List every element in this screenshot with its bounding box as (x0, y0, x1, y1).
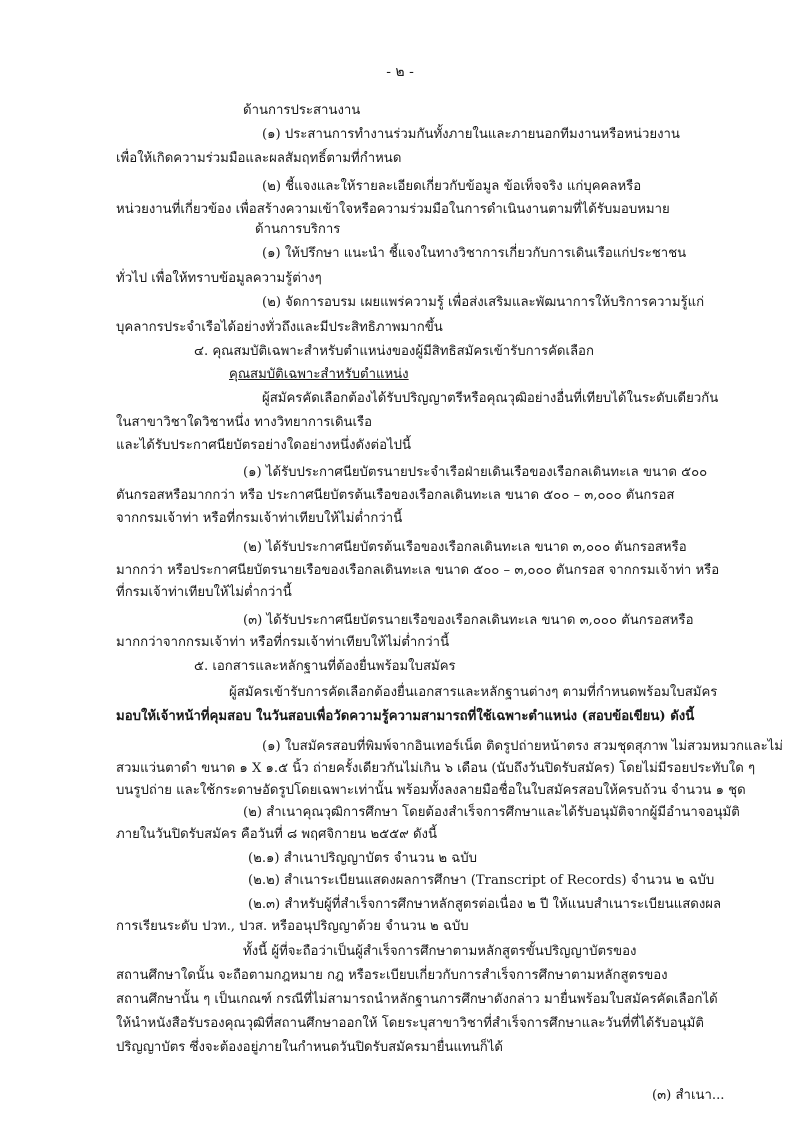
text-line: ทั่วไป เพื่อให้ทราบข้อมูลความรู้ต่างๆ (116, 271, 322, 286)
text-line: บนรูปถ่าย และใช้กระดาษอัดรูปโดยเฉพาะเท่านั้น พร้อมทั้งลงลายมือชื่อในใบสมัครสอบให้ครบถ้วน จำนวน ๑ ชุด (116, 783, 746, 798)
text-line: ที่กรมเจ้าท่าเทียบให้ไม่ต่ำกว่านี้ (116, 585, 292, 600)
continuation-marker: (๓) สำเนา... (652, 1088, 725, 1103)
text-line: บุคลากรประจำเรือได้อย่างทั่วถึงและมีประสิทธิภาพมากขึ้น (116, 320, 443, 335)
text-line: มากกว่า หรือประกาศนียบัตรนายเรือของเรือกลเดินทะเล ขนาด ๕๐๐ – ๓,๐๐๐ ตันกรอส จากกรมเจ้าท่า หรือ (116, 563, 720, 578)
text-line: ผู้สมัครเข้ารับการคัดเลือกต้องยื่นเอกสารและหลักฐานต่างๆ ตามที่กำหนดพร้อมใบสมัคร (229, 685, 718, 700)
text-line: (๒) ชี้แจงและให้รายละเอียดเกี่ยวกับข้อมูล ข้อเท็จจริง แก่บุคคลหรือ (262, 179, 642, 194)
text-line: ปริญญาบัตร ซึ่งจะต้องอยู่ภายในกำหนดวันปิดรับสมัครมายื่นแทนก็ได้ (116, 1040, 503, 1055)
text-line: (๒.๒) สำเนาระเบียนแสดงผลการศึกษา (Transcript of Records) จำนวน ๒ ฉบับ (248, 873, 715, 888)
section-heading-service: ด้านการบริการ (255, 222, 341, 237)
text-line: สถานศึกษานั้น ๆ เป็นเกณฑ์ กรณีที่ไม่สามารถนำหลักฐานการศึกษาดังกล่าว มายื่นพร้อมใบสมัครคัดเลือกได้ (116, 992, 718, 1007)
subheading-qualifications: คุณสมบัติเฉพาะสำหรับตำแหน่ง (229, 367, 409, 382)
section-heading-coordination: ด้านการประสานงาน (243, 103, 361, 118)
text-line: มอบให้เจ้าหน้าที่คุมสอบ ในวันสอบเพื่อวัดความรู้ความสามารถที่ใช้เฉพาะตำแหน่ง (สอบข้อเขียน) ดังนี้ (116, 709, 695, 724)
text-line: เพื่อให้เกิดความร่วมมือและผลสัมฤทธิ์ตามที่กำหนด (116, 151, 402, 166)
text-line: หน่วยงานที่เกี่ยวข้อง เพื่อสร้างความเข้าใจหรือความร่วมมือในการดำเนินงานตามที่ได้รับมอบหมาย (116, 202, 670, 217)
text-line: (๑) ได้รับประกาศนียบัตรนายประจำเรือฝ่ายเดินเรือของเรือกลเดินทะเล ขนาด ๕๐๐ (243, 465, 708, 480)
text-line: (๒.๓) สำหรับผู้ที่สำเร็จการศึกษาหลักสูตรต่อเนื่อง ๒ ปี ให้แนบสำเนาระเบียนแสดงผล (248, 897, 722, 912)
text-line: (๒) สำเนาคุณวุฒิการศึกษา โดยต้องสำเร็จการศึกษาและได้รับอนุมัติจากผู้มีอำนาจอนุมัติ (243, 805, 740, 820)
text-line: มากกว่าจากกรมเจ้าท่า หรือที่กรมเจ้าท่าเทียบให้ไม่ต่ำกว่านี้ (116, 635, 450, 650)
section-heading-5: ๕. เอกสารและหลักฐานที่ต้องยื่นพร้อมใบสมัคร (194, 659, 456, 674)
text-line: (๒) ได้รับประกาศนียบัตรต้นเรือของเรือกลเดินทะเล ขนาด ๓,๐๐๐ ตันกรอสหรือ (243, 540, 687, 555)
text-line: (๑) ประสานการทำงานร่วมกันทั้งภายในและภายนอกทีมงานหรือหน่วยงาน (262, 127, 680, 142)
text-line: (๒.๑) สำเนาปริญญาบัตร จำนวน ๒ ฉบับ (248, 851, 478, 866)
text-line: ผู้สมัครคัดเลือกต้องได้รับปริญญาตรีหรือคุณวุฒิอย่างอื่นที่เทียบได้ในระดับเดียวกัน (262, 391, 719, 406)
text-line: สถานศึกษาใดนั้น จะถือตามกฎหมาย กฎ หรือระเบียบเกี่ยวกับการสำเร็จการศึกษาตามหลักสูตรของ (116, 968, 668, 983)
page-number: - ๒ - (386, 64, 414, 80)
text-line: และได้รับประกาศนียบัตรอย่างใดอย่างหนึ่งดังต่อไปนี้ (116, 438, 412, 453)
text-line: (๑) ใบสมัครสอบที่พิมพ์จากอินเทอร์เน็ต ติดรูปถ่ายหน้าตรง สวมชุดสุภาพ ไม่สวมหมวกและไม่ (262, 739, 783, 754)
text-line: ให้นำหนังสือรับรองคุณวุฒิที่สถานศึกษาออกให้ โดยระบุสาขาวิชาที่สำเร็จการศึกษาและวันที่ที่ได้รับอนุมัติ (116, 1016, 704, 1031)
text-line: ทั้งนี้ ผู้ที่จะถือว่าเป็นผู้สำเร็จการศึกษาตามหลักสูตรขั้นปริญญาบัตรของ (243, 944, 637, 959)
text-line: การเรียนระดับ ปวท., ปวส. หรืออนุปริญญาด้วย จำนวน ๒ ฉบับ (116, 919, 469, 934)
text-line: จากกรมเจ้าท่า หรือที่กรมเจ้าท่าเทียบให้ไม่ต่ำกว่านี้ (116, 511, 403, 526)
text-line: ตันกรอสหรือมากกว่า หรือ ประกาศนียบัตรต้นเรือของเรือกลเดินทะเล ขนาด ๕๐๐ – ๓,๐๐๐ ตันกรอส (116, 488, 675, 503)
text-line: (๑) ให้ปรึกษา แนะนำ ชี้แจงในทางวิชาการเกี่ยวกับการเดินเรือแก่ประชาชน (262, 246, 687, 261)
text-line: (๒) จัดการอบรม เผยแพร่ความรู้ เพื่อส่งเสริมและพัฒนาการให้บริการความรู้แก่ (262, 295, 705, 310)
section-heading-4: ๔. คุณสมบัติเฉพาะสำหรับตำแหน่งของผู้มีสิทธิสมัครเข้ารับการคัดเลือก (194, 344, 594, 359)
text-line: ภายในวันปิดรับสมัคร คือวันที่ ๘ พฤศจิกายน ๒๕๕๙ ดังนี้ (116, 827, 437, 842)
text-line: ในสาขาวิชาใดวิชาหนึ่ง ทางวิทยาการเดินเรือ (116, 415, 373, 430)
text-line: (๓) ได้รับประกาศนียบัตรนายเรือของเรือกลเดินทะเล ขนาด ๓,๐๐๐ ตันกรอสหรือ (243, 613, 694, 628)
text-line: สวมแว่นตาดำ ขนาด ๑ X ๑.๕ นิ้ว ถ่ายครั้งเดียวกันไม่เกิน ๖ เดือน (นับถึงวันปิดรับสมัคร) โดยไม่มีรอยประทับใด ๆ (116, 761, 756, 776)
